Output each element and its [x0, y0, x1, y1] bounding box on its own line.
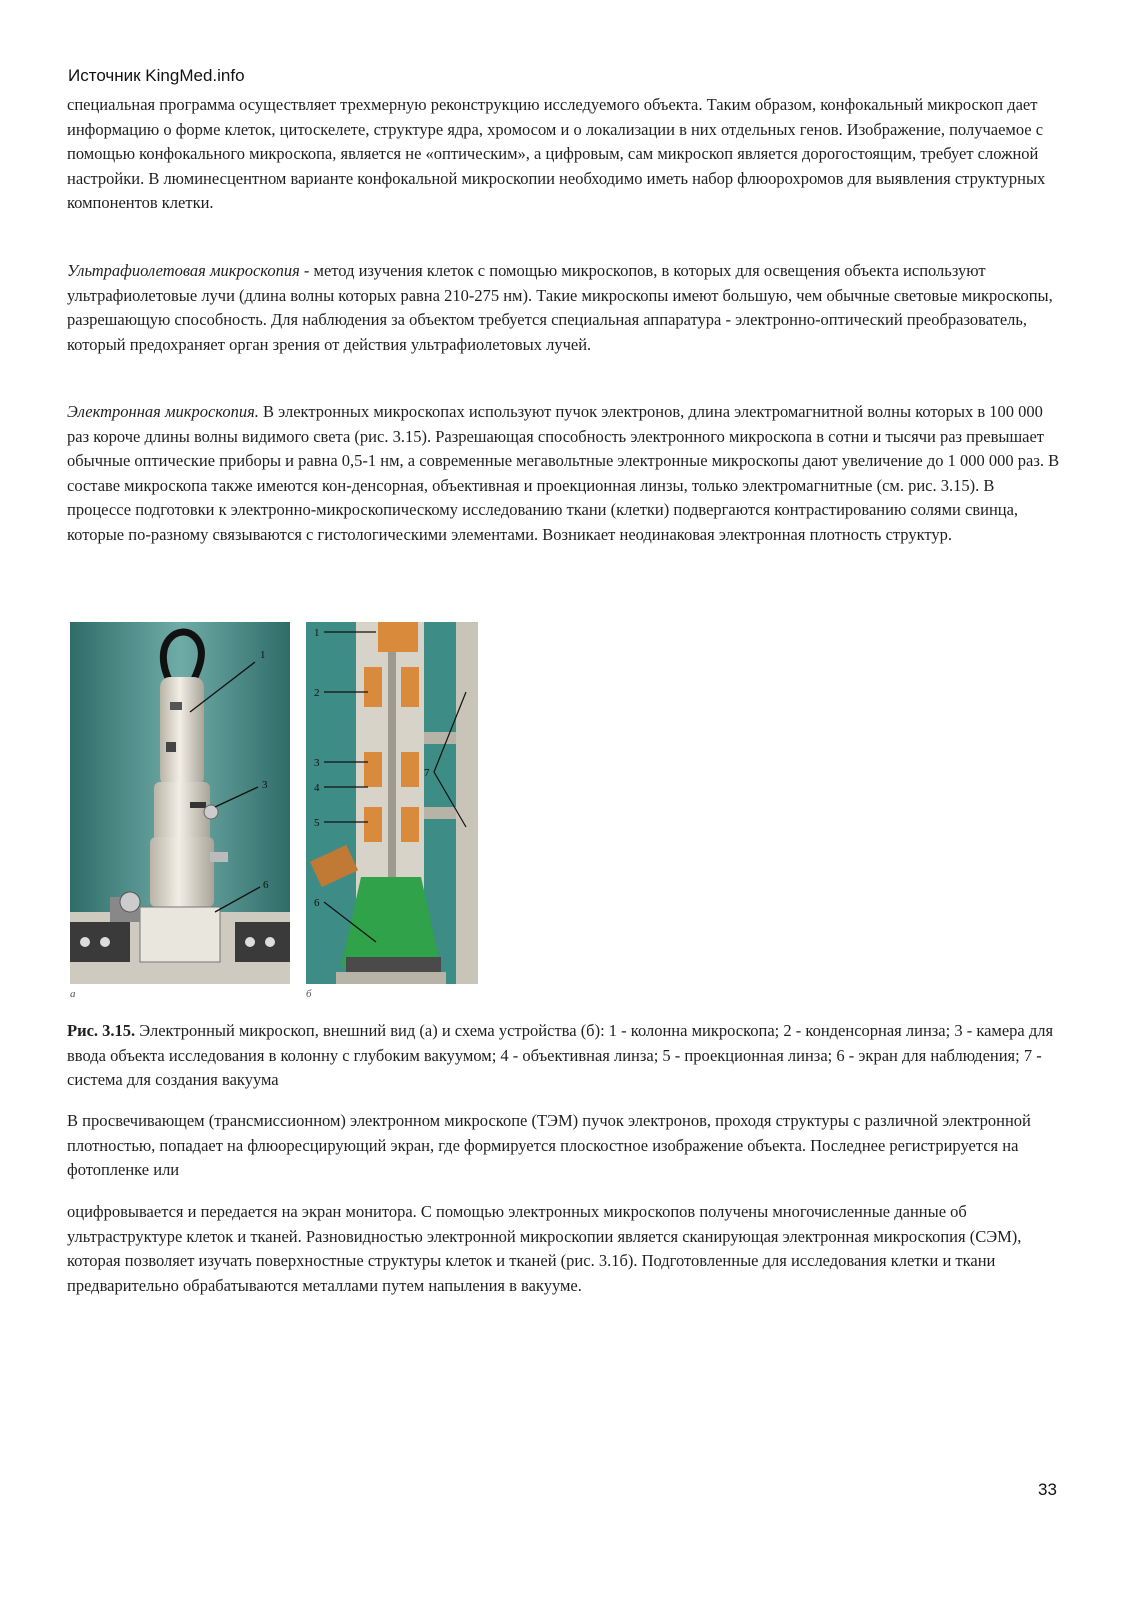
paragraph-sem: оцифровывается и передается на экран монитора. С помощью электронных микроскопов получены многочисленные данные об ультраструктуре клеток и тканей. Разновидностью электронной микроскопии является сканирующая электронная микроскопия (СЭМ), которая позволяет изучать поверхностные структуры клеток и тканей (рис. 3.1б). Подготовленные для исследования клетки и ткани предварительно обрабатываются металлами путем напыления в вакууме. [67, 1202, 1022, 1295]
paragraph-electron-microscopy [67, 400, 1062, 547]
microscope-schematic [306, 622, 478, 984]
page-number: 33 [1038, 1480, 1057, 1499]
photo-b-label: 1 [314, 627, 320, 639]
photo-a-label: 6 [263, 879, 269, 891]
paragraph-uv-microscopy [67, 259, 1062, 357]
figure-caption [67, 1019, 1062, 1093]
photo-a-label: 3 [262, 779, 268, 791]
paragraph-tem: В просвечивающем (трансмиссионном) электронном микроскопе (ТЭМ) пучок электронов, проходя структуры с различной электронной плотностью, попадает на флюоресцирующий экран, где формируется плоскостное изображение объекта. Последнее регистрируется на фотопленке или [67, 1111, 1031, 1179]
subfigure-label-a: а [70, 988, 76, 1000]
photo-b-label: 4 [314, 782, 320, 794]
photo-b-label: 7 [424, 767, 430, 779]
photo-a-label: 1 [260, 649, 266, 661]
paragraph-confocal: специальная программа осуществляет трехмерную реконструкцию исследуемого объекта. Таким образом, конфокальный микроскоп дает информацию о форме клеток, цитоскелете, структуре ядра, хромосом и о локализации в них отдельных генов. Изображение, получаемое с помощью конфокального микроскопа, является не «оптическим», а цифровым, сам микроскоп является дорогостоящим, требует сложной настройки. В люминесцентном варианте конфокальной микроскопии необходимо иметь набор флюорохромов для выявления структурных компонентов клетки. [67, 95, 1046, 212]
term-electron-microscopy: Электронная микроскопия. [67, 402, 259, 421]
caption-body: Электронный микроскоп, внешний вид (а) и схема устройства (б): 1 - колонна микроскопа; 2 - конденсорная линза; 3 - камера для ввода объекта исследования в колонну с глубоким вакуумом; 4 - объективная линза; 5 - проекционная линза; 6 - экран для наблюдения; 7 - система для создания вакуума [67, 1021, 1054, 1089]
source-header: Источник KingMed.info [68, 66, 245, 85]
paragraph-electron-body: В электронных микроскопах используют пучок электронов, длина электромагнитной волны которых в 100 000 раз короче длины волны видимого света (рис. 3.15). Разрешающая способность электронного микроскопа в сотни и тысячи раз превышает обычные оптические приборы и равна 0,5-1 нм, а современные мегавольтные электронные микроскопы дают увеличение до 1 000 000 раз. В составе микроскопа также имеются кон-денсорная, объективная и проекционная линзы, только электромагнитные (см. рис. 3.15). В процессе подготовки к электронно-микроскопическому исследованию ткани (клетки) подвергаются контрастированию солями свинца, которые по-разному связываются с гистологическими элементами. Возникает неодинаковая электронная плотность структур. [67, 402, 1060, 544]
term-uv-microscopy: Ультрафиолетовая микроскопия [67, 261, 300, 280]
subfigure-label-b: б [306, 988, 312, 1000]
paragraph-uv-body: - метод изучения клеток с помощью микроскопов, в которых для освещения объекта используют ультрафиолетовые лучи (длина волны которых равна 210-275 нм). Такие микроскопы имеют большую, чем обычные световые микроскопы, разрешающую способность. Для наблюдения за объектом требуется специальная аппаратура - электронно-оптический преобразователь, который предохраняет орган зрения от действия ультрафиолетовых лучей. [67, 261, 1053, 354]
photo-b-label: 2 [314, 687, 320, 699]
photo-b-label: 6 [314, 897, 320, 909]
photo-b-label: 3 [314, 757, 320, 769]
photo-b-label: 5 [314, 817, 320, 829]
microscope-photo [70, 622, 290, 984]
caption-lead: Рис. 3.15. [67, 1021, 136, 1040]
